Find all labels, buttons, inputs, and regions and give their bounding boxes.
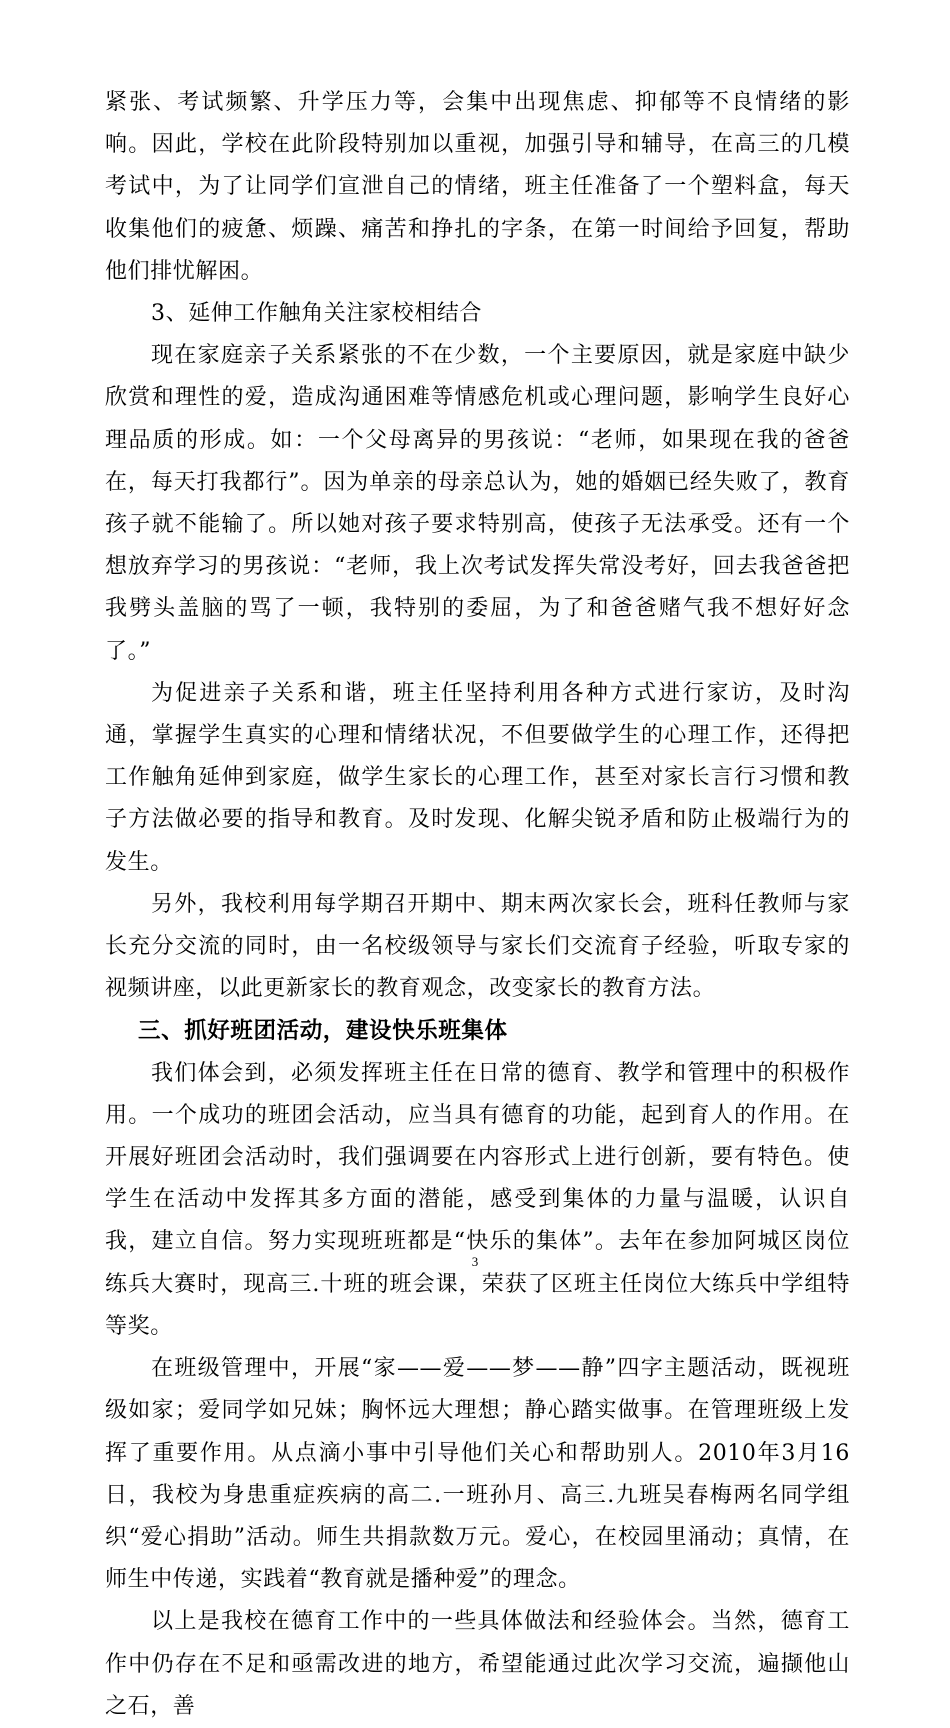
paragraph-class-management: 在班级管理中，开展“家——爱——梦——静”四字主题活动，既视班级如家；爱同学如兄妹；胸怀远大理想；静心踏实做事。在管理班级上发挥了重要作用。从点滴小事中引导他们关心和帮助别人。2010年3月16日，我校为身患重症疾病的高二.一班孙月、高三.九班吴春梅两名同学组织“爱心捐助”活动。师生共捐款数万元。爱心，在校园里涌动；真情，在师生中传递，实践着“教育就是播种爱”的理念。 [105,1356,850,1593]
subheading-home-school: 3、延伸工作触角关注家校相结合 [151,301,482,327]
page-number: 3 [471,1254,479,1269]
section-heading-class-activities: 三、抓好班团活动，建设快乐班集体 [138,1018,508,1045]
document-body [105,82,850,1728]
paragraph-parent-meetings: 另外，我校利用每学期召开期中、期末两次家长会，班科任教师与家长充分交流的同时，由一名校级领导与家长们交流育子经验，听取专家的视频讲座，以此更新家长的教育观念，改变家长的教育方法。 [105,891,850,1002]
paragraph-exam-stress: 紧张、考试频繁、升学压力等，会集中出现焦虑、抑郁等不良情绪的影响。因此，学校在此阶段特别加以重视，加强引导和辅导，在高三的几模考试中，为了让同学们宣泄自己的情绪，班主任准备了一个塑料盒，每天收集他们的疲惫、烦躁、痛苦和挣扎的字条，在第一时间给予回复，帮助他们排忧解困。 [105,90,850,284]
paragraph-home-visits: 为促进亲子关系和谐，班主任坚持利用各种方式进行家访，及时沟通，掌握学生真实的心理和情绪状况，不但要做学生的心理工作，还得把工作触角延伸到家庭，做学生家长的心理工作，甚至对家长言行习惯和教子方法做必要的指导和教育。及时发现、化解尖锐矛盾和防止极端行为的发生。 [105,680,850,875]
paragraph-conclusion: 以上是我校在德育工作中的一些具体做法和经验体会。当然，德育工作中仍存在不足和亟需改进的地方，希望能通过此次学习交流，遍撷他山之石，善 [105,1609,850,1719]
paragraph-class-meetings: 我们体会到，必须发挥班主任在日常的德育、教学和管理中的积极作用。一个成功的班团会活动，应当具有德育的功能，起到育人的作用。在开展好班团会活动时，我们强调要在内容形式上进行创新，要有特色。使学生在活动中发挥其多方面的潜能，感受到集体的力量与温暖，认识自我，建立自信。努力实现班班都是“快乐的集体”。去年在参加阿城区岗位练兵大赛时，现高三.十班的班会课，荣获了区班主任岗位大练兵中学组特等奖。 [105,1060,850,1339]
paragraph-family-relations: 现在家庭亲子关系紧张的不在少数，一个主要原因，就是家庭中缺少欣赏和理性的爱，造成沟通困难等情感危机或心理问题，影响学生良好心理品质的形成。如：一个父母离异的男孩说：“老师，如果现在我的爸爸在，每天打我都行”。因为单亲的母亲总认为，她的婚姻已经失败了，教育孩子就不能输了。所以她对孩子要求特别高，使孩子无法承受。还有一个想放弃学习的男孩说：“老师，我上次考试发挥失常没考好，回去我爸爸把我劈头盖脑的骂了一顿，我特别的委屈，为了和爸爸赌气我不想好好念了。” [105,343,850,664]
